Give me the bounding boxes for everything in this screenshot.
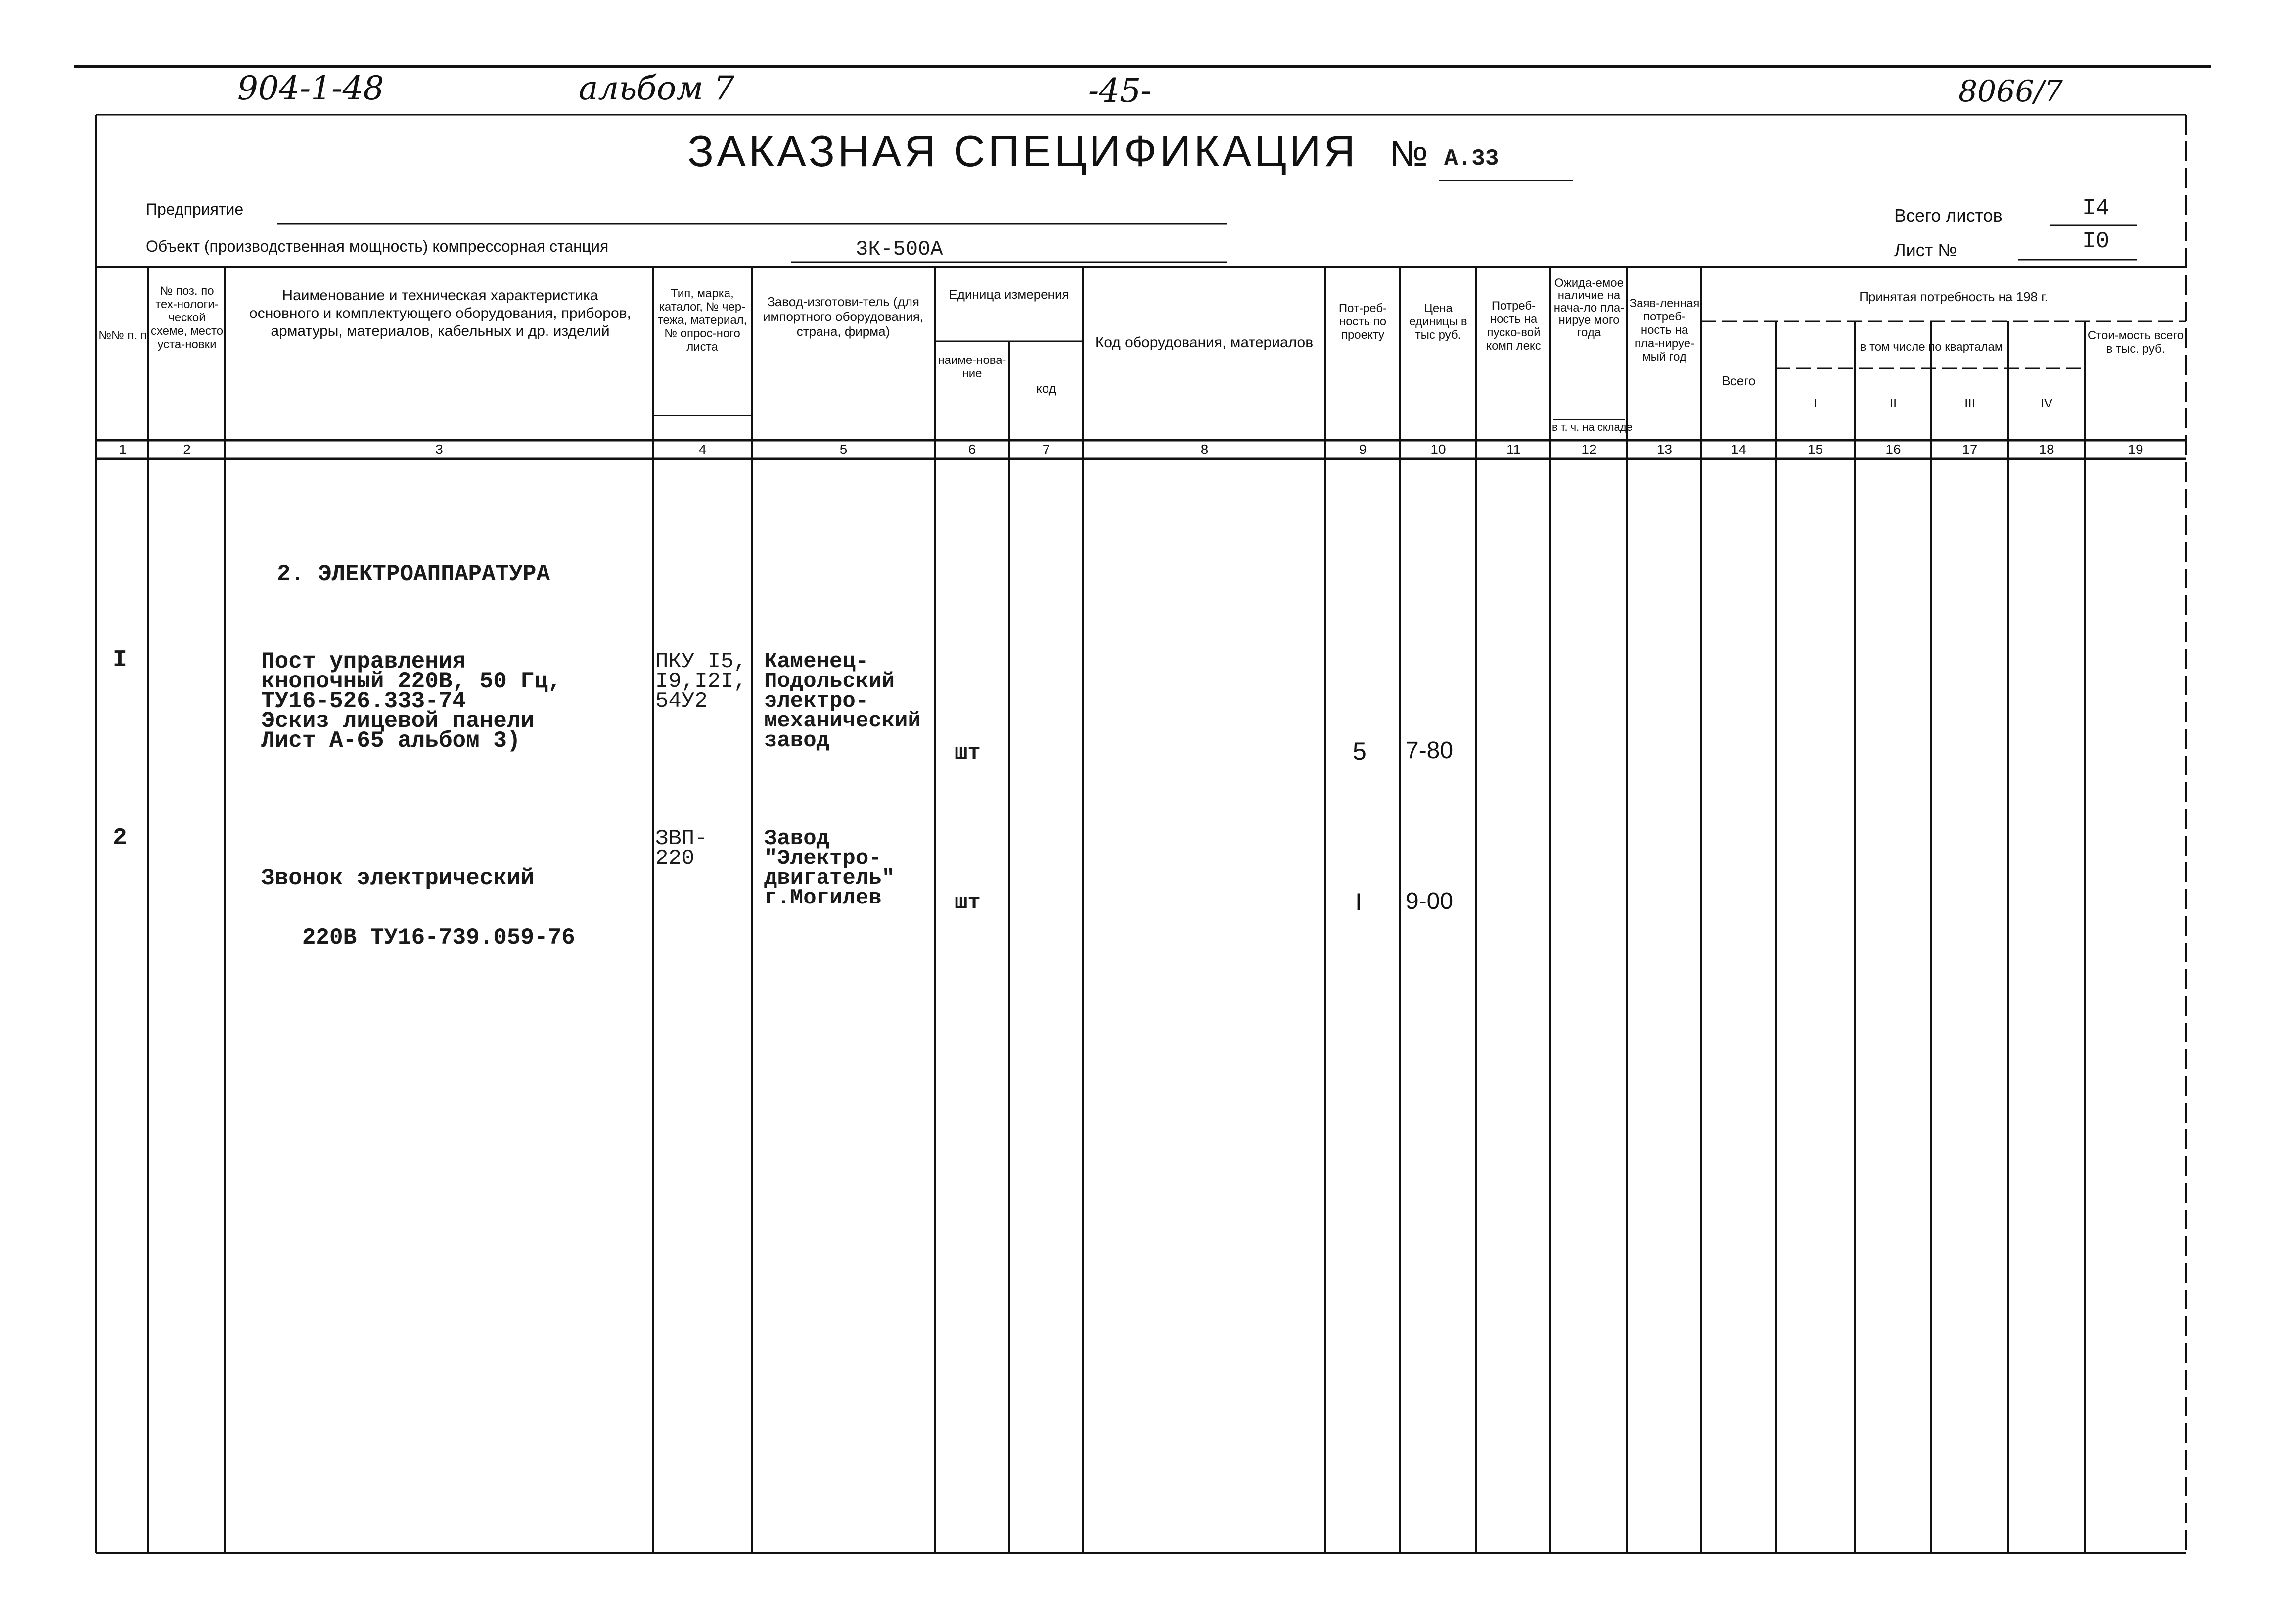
header-col-19: Стои-мость всего в тыс. руб.: [2087, 329, 2184, 356]
object-value: 3К-500А: [856, 237, 943, 261]
row-2-name-line: Звонок электрический: [261, 865, 535, 891]
row-1-maker-line: Каменец-: [764, 649, 869, 674]
row-1-name-line: Лист А-65 альбом 3): [261, 728, 521, 754]
spec-number: А.33: [1444, 146, 1499, 172]
col-number: 4: [698, 442, 707, 457]
header-col-16: II: [1889, 396, 1897, 410]
row-1-number: I: [113, 647, 127, 674]
page-number: -45-: [1088, 72, 1152, 110]
col-number: 11: [1506, 442, 1521, 457]
object-label: Объект (производственная мощность) компрессорная станция: [146, 237, 609, 255]
row-1-maker-line: электро-: [764, 689, 869, 714]
col-number: 15: [1807, 442, 1823, 457]
header-col-6: наиме-нова-ние: [938, 354, 1006, 380]
header-col-12: Ожида-емое наличие на нача-ло пла-нируе мого года: [1553, 276, 1625, 339]
row-1-type: [655, 649, 747, 714]
col-number: 17: [1962, 442, 1978, 457]
col-number: 10: [1430, 442, 1446, 457]
header-col-18: IV: [2040, 396, 2053, 410]
row-2-name-line: 220В ТУ16-739.059-76: [261, 925, 575, 950]
col-number: 12: [1581, 442, 1597, 457]
col-number: 2: [183, 442, 191, 457]
header-col-14: Всего: [1722, 373, 1756, 388]
row-1-maker-line: завод: [764, 728, 830, 753]
col-number: 5: [839, 442, 848, 457]
row-2-maker-line: двигатель": [764, 866, 895, 891]
row-1-type-line: I9,I2I,: [655, 669, 747, 694]
col-number: 18: [2039, 442, 2054, 457]
row-2-maker-line: Завод: [764, 826, 830, 851]
col-number: 8: [1200, 442, 1209, 457]
col-number: 16: [1885, 442, 1901, 457]
header-col-8: Код оборудования, материалов: [1095, 334, 1314, 351]
row-1-unit: шт: [955, 741, 981, 766]
col-number: 7: [1042, 442, 1050, 457]
header-col-15: I: [1813, 396, 1818, 410]
archive-number: 8066/7: [1959, 74, 2063, 109]
row-2-number: 2: [113, 825, 127, 852]
row-1-price: 7-80: [1406, 737, 1454, 764]
total-sheets-value: I4: [2082, 195, 2110, 221]
row-1-maker: [764, 649, 921, 753]
row-2-qty: I: [1355, 888, 1362, 916]
header-col-7: код: [1036, 381, 1056, 396]
row-2-maker-line: г.Могилев: [764, 886, 882, 910]
header-accepted-group: Принятая потребность на 198 г.: [1859, 289, 2048, 304]
row-1-name-line: кнопочный 220В, 50 Гц,: [261, 669, 562, 694]
total-sheets-label: Всего листов: [1894, 205, 2003, 226]
col-number: 3: [435, 442, 443, 457]
row-2-maker: [764, 826, 895, 910]
row-1-name-line: Эскиз лицевой панели: [261, 708, 535, 734]
row-2-type-line: ЗВП-: [655, 826, 708, 851]
header-quarter-group: в том числе по кварталам: [1860, 340, 2003, 354]
header-col-13: Заяв-ленная потреб-ность на пла-нируе-мый год: [1629, 297, 1700, 363]
col-number: 13: [1656, 442, 1673, 457]
enterprise-label: Предприятие: [146, 200, 244, 218]
row-1-type-line: ПКУ I5,: [655, 649, 747, 674]
header-unit-group: Единица измерения: [949, 287, 1069, 302]
header-col-1: №№ п. п: [98, 329, 147, 342]
section-title: 2. ЭЛЕКТРОАППАРАТУРА: [277, 561, 550, 587]
header-col-17: III: [1964, 396, 1975, 410]
header-col-3: Наименование и техническая характеристика основного и комплектующего оборудования, приборов, арматуры, материалов, кабельных и др. изделий: [249, 287, 631, 339]
col-number: 9: [1359, 442, 1367, 457]
header-col-9: Пот-реб-ность по проекту: [1338, 302, 1387, 342]
row-1-name: [261, 649, 562, 754]
row-1-maker-line: механический: [764, 709, 921, 733]
header-col-5: Завод-изготови-тель (для импортного оборудования, страна, фирма): [763, 294, 924, 339]
row-1-name-line: Пост управления: [261, 649, 466, 675]
row-2-unit: шт: [955, 890, 981, 915]
sheet-no-value: I0: [2082, 228, 2110, 254]
row-1-name-line: ТУ16-526.333-74: [261, 688, 466, 714]
album-note: альбом 7: [579, 69, 735, 107]
sheet-no-label: Лист №: [1894, 240, 1957, 260]
col-number: 14: [1731, 442, 1747, 457]
row-2-type-line: 220: [655, 846, 695, 871]
row-1-type-line: 54У2: [655, 689, 708, 714]
header-col-2: № поз. по тех-нологи-ческой схеме, место уста-новки: [150, 284, 224, 351]
col-number: 19: [2128, 442, 2143, 457]
header-col-11: Потреб-ность на пуско-вой комп лекс: [1486, 299, 1541, 353]
row-2-price: 9-00: [1406, 888, 1454, 914]
row-1-maker-line: Подольский: [764, 669, 895, 694]
header-col-12-sub: в т. ч. на складе: [1552, 421, 1633, 433]
col-number: 1: [119, 442, 127, 457]
col-number: 6: [968, 442, 976, 457]
row-2-maker-line: "Электро-: [764, 846, 882, 871]
title-number-label: №: [1390, 134, 1428, 174]
header-col-10: Цена единицы в тыс руб.: [1409, 302, 1467, 342]
row-2-type: [655, 826, 708, 871]
row-2-name: [261, 829, 575, 967]
project-code: 904-1-48: [237, 69, 384, 107]
row-1-qty: 5: [1353, 737, 1367, 765]
header-col-4: Тип, марка, каталог, № чер-тежа, материал, № опрос-ного листа: [657, 287, 747, 354]
document-title: ЗАКАЗНАЯ СПЕЦИФИКАЦИЯ: [687, 127, 1359, 176]
